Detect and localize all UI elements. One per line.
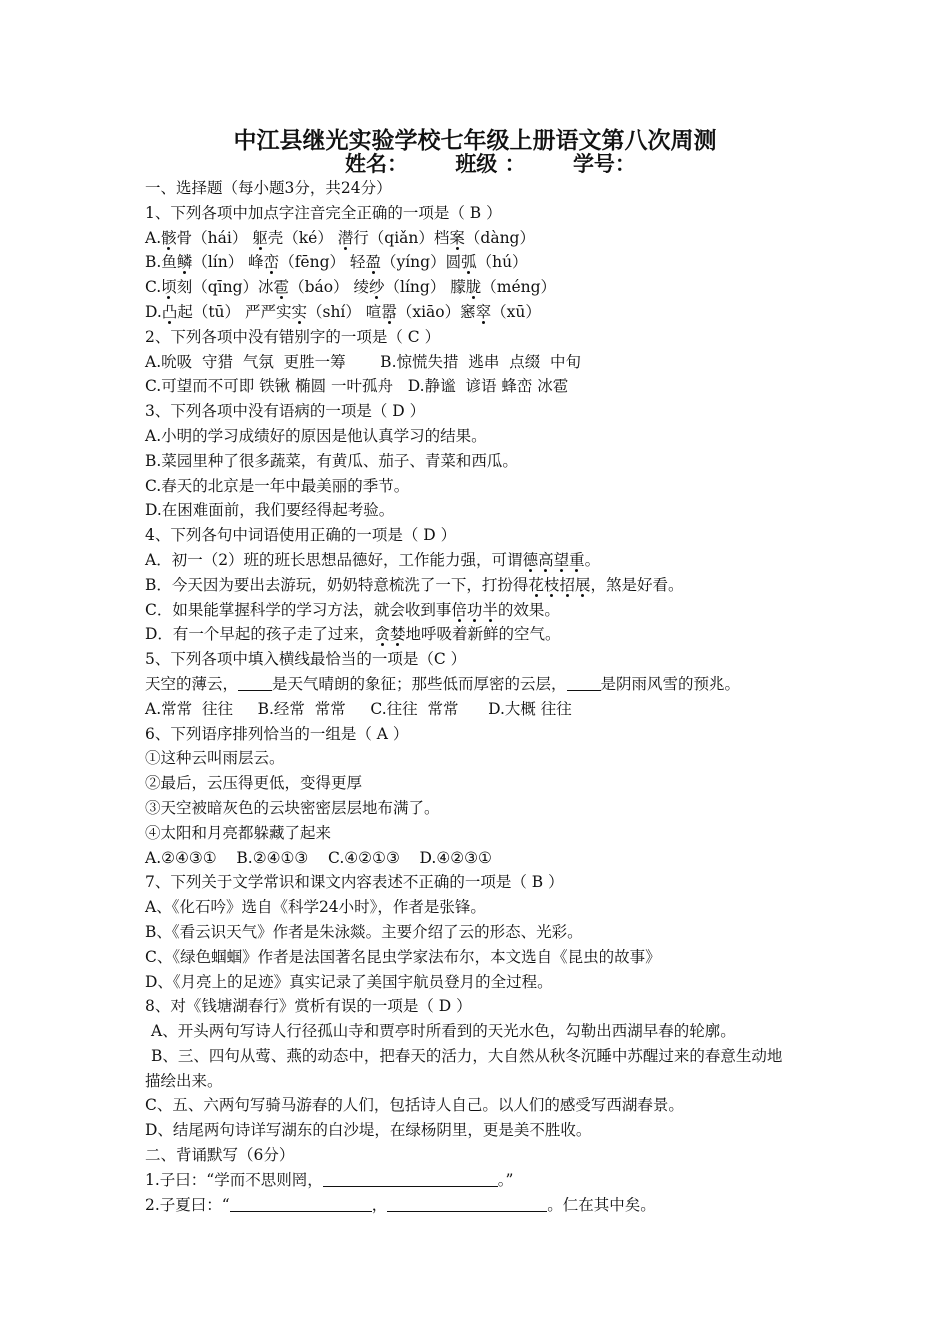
answer-blank[interactable]: [387, 1195, 547, 1212]
answer-blank[interactable]: [567, 674, 601, 691]
option-line: A.常常 往往 B.经常 常常 C.往往 常常 D.大概 往往: [145, 699, 572, 718]
option-line-continued: 描绘出来。: [145, 1071, 223, 1090]
recite-line: 1.子曰：“学而不思则罔， 。”: [145, 1170, 514, 1189]
question-stem: 1、下列各项中加点字注音完全正确的一项是（ B ）: [145, 203, 502, 222]
option-line: D.在困难面前，我们要经得起考验。: [145, 501, 395, 520]
option-line: D．有一个早起的孩子走了过来，贪婪地呼吸着新鲜的空气。: [145, 625, 561, 644]
section-heading: 一、选择题（每小题3分，共24分）: [145, 179, 392, 197]
option-line: B.菜园里种了很多蔬菜，有黄瓜、茄子、青菜和西瓜。: [145, 451, 518, 470]
option-line: A、《化石吟》选自《科学24小时》，作者是张锋。: [145, 898, 486, 917]
option-line: B.鱼鳞（lín） 峰峦（fēng） 轻盈（yíng）圆弧（hú）: [145, 253, 528, 272]
question-stem: 7、下列关于文学常识和课文内容表述不正确的一项是（ B ）: [145, 873, 564, 892]
option-line: C.春天的北京是一年中最美丽的季节。: [145, 476, 410, 495]
option-line: B、三、四句从莺、燕的动态中，把春天的活力，大自然从秋冬沉睡中苏醒过来的春意生动地: [151, 1046, 783, 1065]
option-line: B．今天因为要出去游玩，奶奶特意梳洗了一下，打扮得花枝招展，煞是好看。: [145, 575, 684, 594]
sentence-item: ③天空被暗灰色的云块密密层层地布满了。: [145, 798, 440, 817]
student-info-fields: [345, 148, 636, 178]
question-stem: 6、下列语序排列恰当的一组是（ A ）: [145, 724, 409, 743]
exam-body: [145, 176, 835, 1217]
option-line: C、《绿色蝈蝈》作者是法国著名昆虫学家法布尔，本文选自《昆虫的故事》: [145, 947, 661, 966]
option-line: A．初一（2）班的班长思想品德好，工作能力强，可谓德高望重。: [145, 550, 601, 569]
student-id-field-label: 学号：: [572, 151, 636, 176]
option-line: B、《看云识天气》作者是朱泳燚。主要介绍了云的形态、光彩。: [145, 922, 583, 941]
question-stem: 5、下列各项中填入横线最恰当的一项是（C ）: [145, 650, 467, 669]
answer-blank[interactable]: [238, 674, 272, 691]
option-line: D.凸起（tū） 严严实实（shí） 喧嚣（xiāo）窸窣（xū）: [145, 302, 541, 321]
question-stem: 4、下列各句中词语使用正确的一项是（ D ）: [145, 526, 457, 545]
option-line: D、《月亮上的足迹》真实记录了美国宇航员登月的全过程。: [145, 972, 553, 991]
option-line: C.顷刻（qīng）冰雹（báo） 绫纱（líng） 朦胧（méng）: [145, 278, 557, 297]
option-line: C.可望而不可即 铁锹 椭圆 一叶孤舟 D.静谧 谚语 蜂峦 冰雹: [145, 377, 569, 396]
sentence-item: ④太阳和月亮都躲藏了起来: [145, 823, 332, 842]
name-field-label: 姓名：: [345, 151, 408, 176]
answer-blank[interactable]: [230, 1195, 372, 1212]
sentence-item: ①这种云叫雨层云。: [145, 749, 285, 768]
sentence-item: ②最后，云压得更低，变得更厚: [145, 774, 363, 793]
section-heading: 二、背诵默写（6分）: [145, 1146, 295, 1165]
question-stem: 8、对《钱塘湖春行》赏析有误的一项是（ D ）: [145, 997, 472, 1016]
option-line: A.小明的学习成绩好的原因是他认真学习的结果。: [145, 426, 487, 445]
option-line: A、开头两句写诗人行径孤山寺和贾亭时所看到的天光水色，勾勒出西湖早春的轮廓。: [151, 1022, 736, 1041]
option-line: C、五、六两句写骑马游春的人们，包括诗人自己。以人们的感受写西湖春景。: [145, 1096, 684, 1115]
question-stem: 2、下列各项中没有错别字的一项是（ C ）: [145, 327, 441, 346]
exam-title: 中江县继光实验学校七年级上册语文第八次周测: [233, 127, 717, 154]
question-stem: 3、下列各项中没有语病的一项是（ D ）: [145, 402, 426, 421]
option-line: D、结尾两句诗详写湖东的白沙堤，在绿杨阴里，更是美不胜收。: [145, 1121, 592, 1140]
option-line: C．如果能掌握科学的学习方法，就会收到事倍功半的效果。: [145, 600, 560, 619]
fill-sentence: 天空的薄云， 是天气晴朗的象征；那些低而厚密的云层， 是阴雨风雪的预兆。: [145, 674, 741, 693]
class-field-label: 班级 ：: [455, 151, 526, 176]
option-line: A.骸骨（hái） 躯壳（ké） 潜行（qiǎn）档案（dàng）: [145, 228, 535, 247]
option-line: A.②④③① B.②④①③ C.④②①③ D.④②③①: [145, 848, 492, 867]
option-line: A.吮吸 守猎 气氛 更胜一筹 B.惊慌失措 逃串 点缀 中旬: [145, 352, 582, 371]
answer-blank[interactable]: [323, 1170, 498, 1187]
recite-line: 2.子夏曰：“ ， 。仁在其中矣。: [145, 1195, 656, 1214]
